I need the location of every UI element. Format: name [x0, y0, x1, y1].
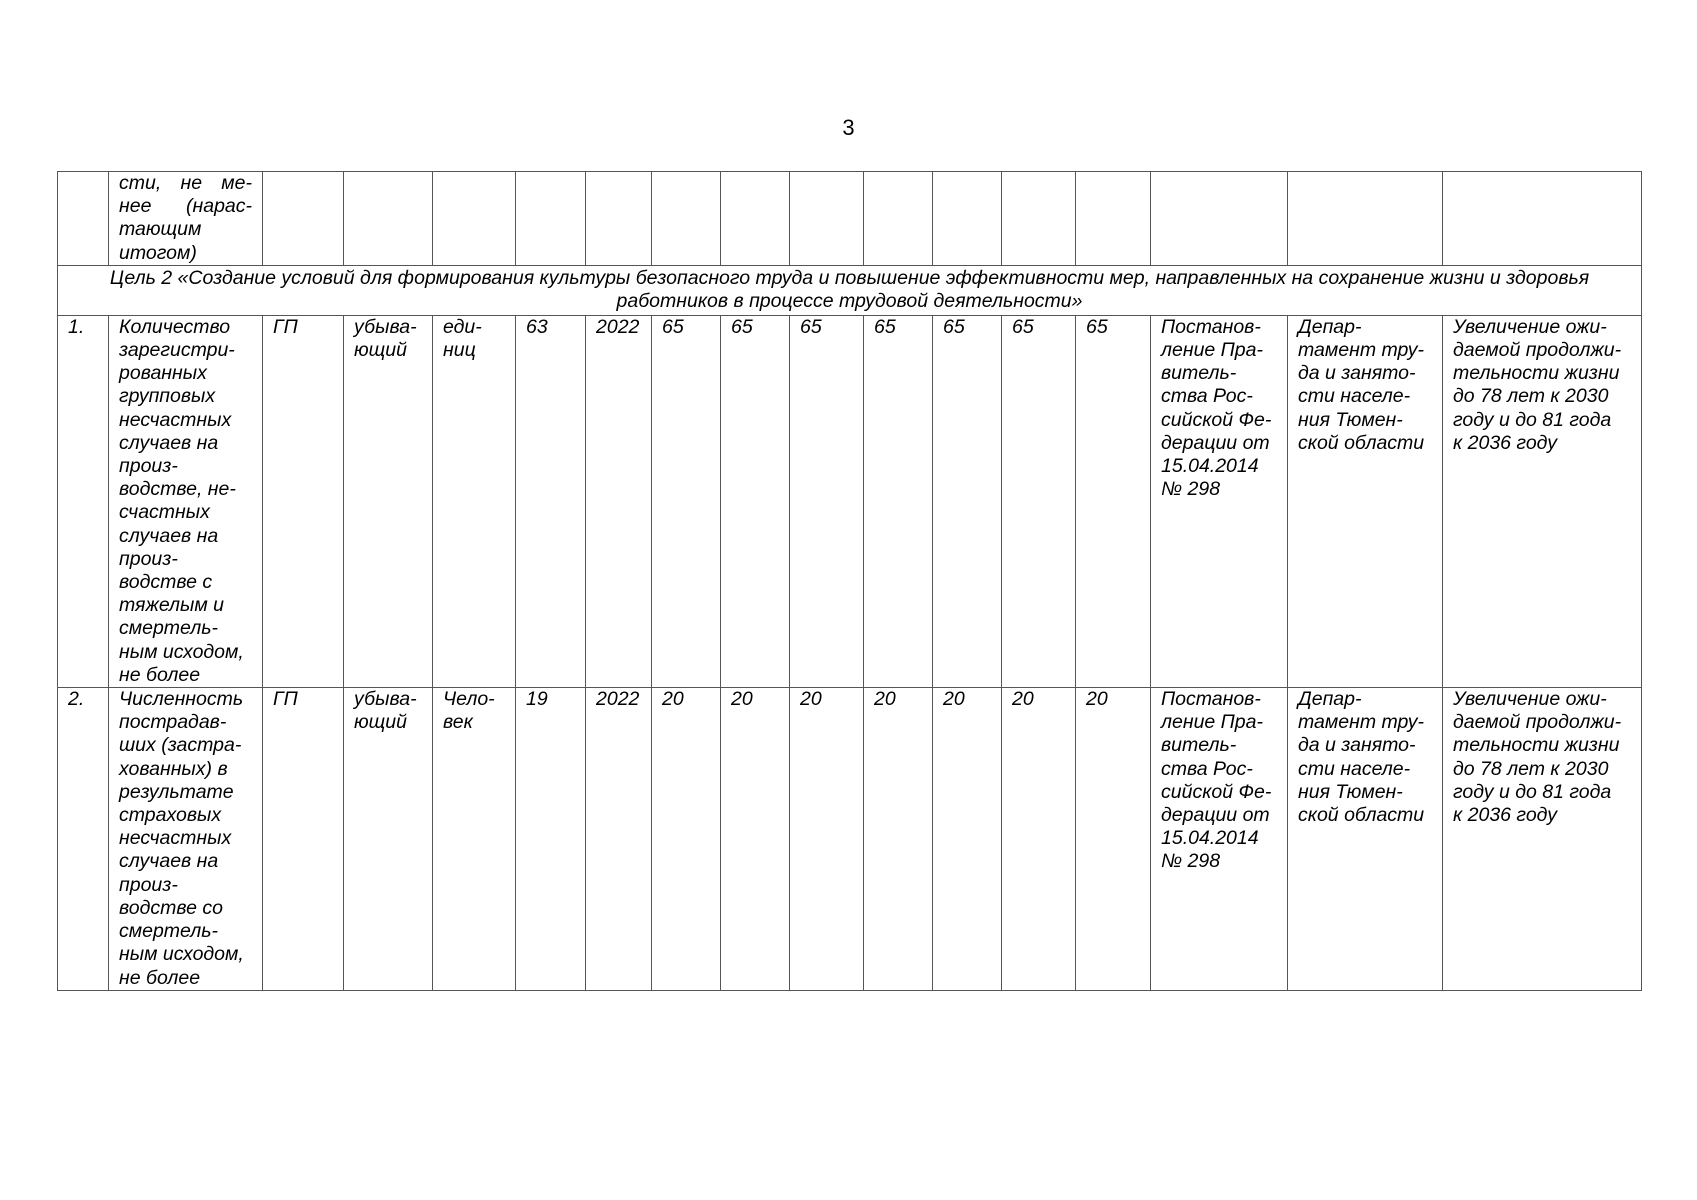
cell-value: 20	[1002, 688, 1076, 991]
cell-value: 65	[721, 315, 790, 687]
cell-value: 65	[790, 315, 864, 687]
cell-link: Увеличение ожи- даемой продолжи- тельности жизни до 78 лет к 2030 году и до 81 года к 2036 году	[1443, 688, 1642, 991]
cell-empty	[933, 172, 1002, 266]
cell-base-year: 2022	[586, 315, 652, 687]
cell-empty	[433, 172, 516, 266]
table-row-goal	[58, 265, 1642, 315]
cell-trend: убыва- ющий	[344, 315, 433, 687]
cell-empty	[1443, 172, 1642, 266]
cell-value: 65	[1076, 315, 1151, 687]
cell-level: ГП	[263, 315, 344, 687]
cell-base-year: 2022	[586, 688, 652, 991]
cell-empty	[344, 172, 433, 266]
table-row	[58, 315, 1642, 687]
goal-heading: Цель 2 «Создание условий для формирования культуры безопасного труда и повышение эффективности мер, направленных на сохранение жизни и здоровья работников в процессе трудовой деятельности»	[58, 265, 1642, 315]
cell-trend: убыва- ющий	[344, 688, 433, 991]
cell-empty	[790, 172, 864, 266]
cell-value: 65	[864, 315, 933, 687]
table-row-continuation	[58, 172, 1642, 266]
page-number: 3	[842, 115, 855, 140]
cell-empty	[1288, 172, 1443, 266]
cell-indicator-name-continued	[109, 172, 263, 266]
cell-empty	[586, 172, 652, 266]
cell-empty	[1076, 172, 1151, 266]
cell-empty	[721, 172, 790, 266]
cell-value: 65	[1002, 315, 1076, 687]
cell-num: 1.	[58, 315, 109, 687]
cell-empty	[263, 172, 344, 266]
cell-responsible: Депар- тамент тру- да и занято- сти населе- ния Тюмен- ской области	[1288, 688, 1443, 991]
name-line: сти, не ме-	[119, 172, 252, 194]
cell-value: 65	[933, 315, 1002, 687]
cell-value: 20	[652, 688, 721, 991]
cell-base-value: 19	[516, 688, 586, 991]
cell-indicator-name: Численность пострадав- ших (застра- хованных) в результате страховых несчастных случаев на произ- водстве со смертель- ным исходом, не более	[109, 688, 263, 991]
cell-base-value: 63	[516, 315, 586, 687]
cell-empty	[516, 172, 586, 266]
cell-document: Постанов- ление Пра- витель- ства Рос- сийской Фе- дерации от 15.04.2014 № 298	[1151, 688, 1288, 991]
cell-empty	[652, 172, 721, 266]
name-line: тающим	[119, 218, 202, 241]
indicators-table	[57, 171, 1642, 991]
cell-num: 2.	[58, 688, 109, 991]
table-row	[58, 688, 1642, 991]
cell-unit: еди- ниц	[433, 315, 516, 687]
cell-value: 20	[721, 688, 790, 991]
cell-value: 65	[652, 315, 721, 687]
cell-unit: Чело- век	[433, 688, 516, 991]
cell-link: Увеличение ожи- даемой продолжи- тельности жизни до 78 лет к 2030 году и до 81 года к 2036 году	[1443, 315, 1642, 687]
cell-indicator-name: Количество зарегистри- рованных групповых несчастных случаев на произ- водстве, не- счастных случаев на произ- водстве с тяжелым и смертель- ным исходом, не более	[109, 315, 263, 687]
cell-empty	[864, 172, 933, 266]
cell-value: 20	[1076, 688, 1151, 991]
cell-responsible: Депар- тамент тру- да и занято- сти населе- ния Тюмен- ской области	[1288, 315, 1443, 687]
name-line: нее (нарас-	[119, 195, 252, 218]
cell-empty	[1151, 172, 1288, 266]
cell-document: Постанов- ление Пра- витель- ства Рос- сийской Фе- дерации от 15.04.2014 № 298	[1151, 315, 1288, 687]
name-line: итогом)	[119, 241, 197, 264]
cell-level: ГП	[263, 688, 344, 991]
cell-num	[58, 172, 109, 266]
cell-value: 20	[864, 688, 933, 991]
cell-value: 20	[790, 688, 864, 991]
cell-value: 20	[933, 688, 1002, 991]
cell-empty	[1002, 172, 1076, 266]
